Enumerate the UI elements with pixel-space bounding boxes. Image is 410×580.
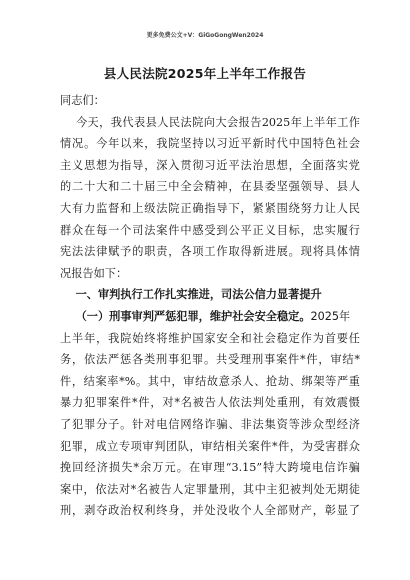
subsection-trailing-text: 2025年	[310, 309, 351, 323]
paragraph-line: 今天，我代表县人民法院向大会报告2025年上半年工作	[60, 115, 360, 129]
paragraph-line: 情况。今年以来，我院坚持以习近平新时代中国特色社会	[60, 137, 360, 151]
paragraph-line: 务，依法严惩各类刑事犯罪。共受理刑事案件*件，审结*	[60, 353, 360, 367]
subsection-heading-line	[60, 306, 360, 328]
salutation: 同志们：	[60, 94, 105, 107]
header-watermark: 更多免费公文+V：GiGoGongWen2024	[146, 32, 264, 39]
paragraph-line: 犯罪，成立专项审判团队，审结相关案件*件，为受害群众	[60, 439, 360, 453]
section-heading: 一、审判执行工作扎实推进，司法公信力显著提升	[60, 288, 322, 302]
paragraph-line: 件，结案率*%。其中，审结故意杀人、抢劫、绑架等严重	[60, 374, 360, 388]
subsection-heading: （一）刑事审判严惩犯罪，维护社会安全稳定。	[60, 309, 311, 323]
paragraph-line: 的二十大和二十届三中全会精神，在县委坚强领导、县人	[60, 180, 360, 194]
document-body	[60, 90, 360, 522]
intro-paragraph	[60, 112, 360, 285]
paragraph-line: 案中，依法对*名被告人定罪量刑，其中主犯被判处无期徒	[60, 482, 360, 496]
paragraph-line: 群众在每一个司法案件中感受到公平正义目标，忠实履行	[60, 223, 360, 237]
paragraph-line: 主义思想为指导，深入贯彻习近平法治思想，全面落实党	[60, 158, 360, 172]
paragraph-line: 了犯罪分子。针对电信网络诈骗、非法集资等涉众型经济	[60, 417, 360, 431]
paragraph-line: 况报告如下：	[60, 266, 128, 280]
document-title: 县人民法院2025年上半年工作报告	[103, 66, 307, 81]
paragraph-line: 挽回经济损失*余万元。在审理“3.15”特大跨境电信诈骗	[60, 461, 360, 475]
paragraph-line: 上半年，我院始终将维护国家安全和社会稳定作为首要任	[60, 331, 360, 345]
paragraph-line: 刑，剥夺政治权利终身，并处没收个人全部财产，彰显了	[60, 504, 360, 518]
paragraph-line: 大有力监督和上级法院正确指导下，紧紧围绕努力让人民	[60, 201, 360, 215]
paragraph-line: 暴力犯罪案件*件，对*名被告人依法判处重刑，有效震慑	[60, 396, 360, 410]
subsection-paragraph	[60, 328, 360, 522]
paragraph-line: 宪法法律赋予的职责，各项工作取得新进展。现将具体情	[60, 245, 360, 259]
